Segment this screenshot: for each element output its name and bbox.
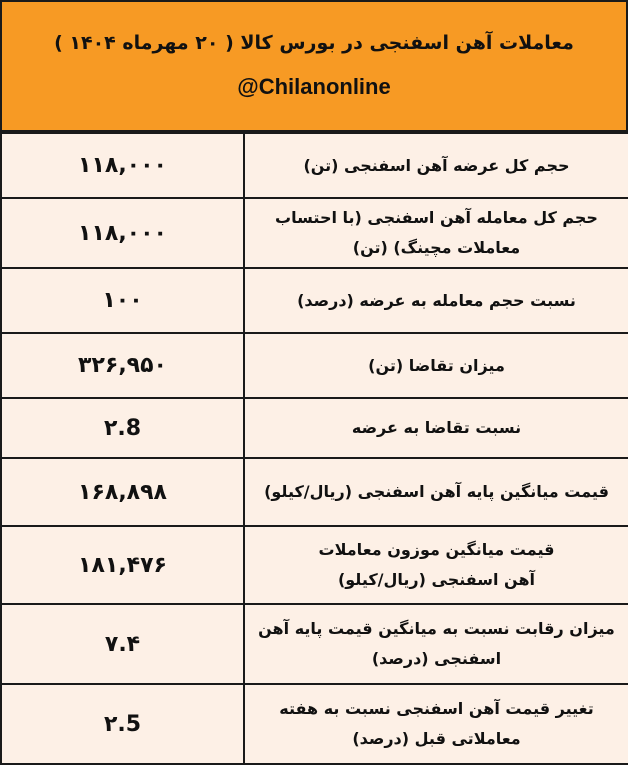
table-row — [1, 198, 628, 268]
row-value: ۲.8 — [1, 398, 244, 458]
row-label: قیمت میانگین موزون معاملات آهن اسفنجی (ریال/کیلو) — [244, 526, 628, 604]
table-row — [1, 458, 628, 526]
table-row — [1, 333, 628, 398]
row-label: تغییر قیمت آهن اسفنجی نسبت به هفته معاملاتی قبل (درصد) — [244, 684, 628, 764]
stats-table — [0, 132, 628, 765]
row-label: میزان تقاضا (تن) — [244, 333, 628, 398]
table-row — [1, 526, 628, 604]
table-row — [1, 684, 628, 764]
row-value: ۱۸۱,۴۷۶ — [1, 526, 244, 604]
row-label: میزان رقابت نسبت به میانگین قیمت پایه آهن اسفنجی (درصد) — [244, 604, 628, 684]
row-label: نسبت تقاضا به عرضه — [244, 398, 628, 458]
row-value: ۱۰۰ — [1, 268, 244, 333]
row-label: حجم کل معامله آهن اسفنجی (با احتساب معاملات مچینگ) (تن) — [244, 198, 628, 268]
row-value: ۱۶۸,۸۹۸ — [1, 458, 244, 526]
table-row — [1, 268, 628, 333]
row-label: حجم کل عرضه آهن اسفنجی (تن) — [244, 133, 628, 198]
row-label: قیمت میانگین پایه آهن اسفنجی (ریال/کیلو) — [244, 458, 628, 526]
table-row — [1, 133, 628, 198]
table-title: معاملات آهن اسفنجی در بورس کالا ( ۲۰ مهرماه ۱۴۰۴ ) — [54, 32, 574, 54]
row-value: ۲.5 — [1, 684, 244, 764]
table-header — [0, 0, 628, 132]
row-value: ۱۱۸,۰۰۰ — [1, 198, 244, 268]
table-row — [1, 398, 628, 458]
table-row — [1, 604, 628, 684]
row-value: ۷.۴ — [1, 604, 244, 684]
row-value: ۳۲۶,۹۵۰ — [1, 333, 244, 398]
row-value: ۱۱۸,۰۰۰ — [1, 133, 244, 198]
row-label: نسبت حجم معامله به عرضه (درصد) — [244, 268, 628, 333]
channel-handle: @Chilanonline — [237, 74, 391, 99]
